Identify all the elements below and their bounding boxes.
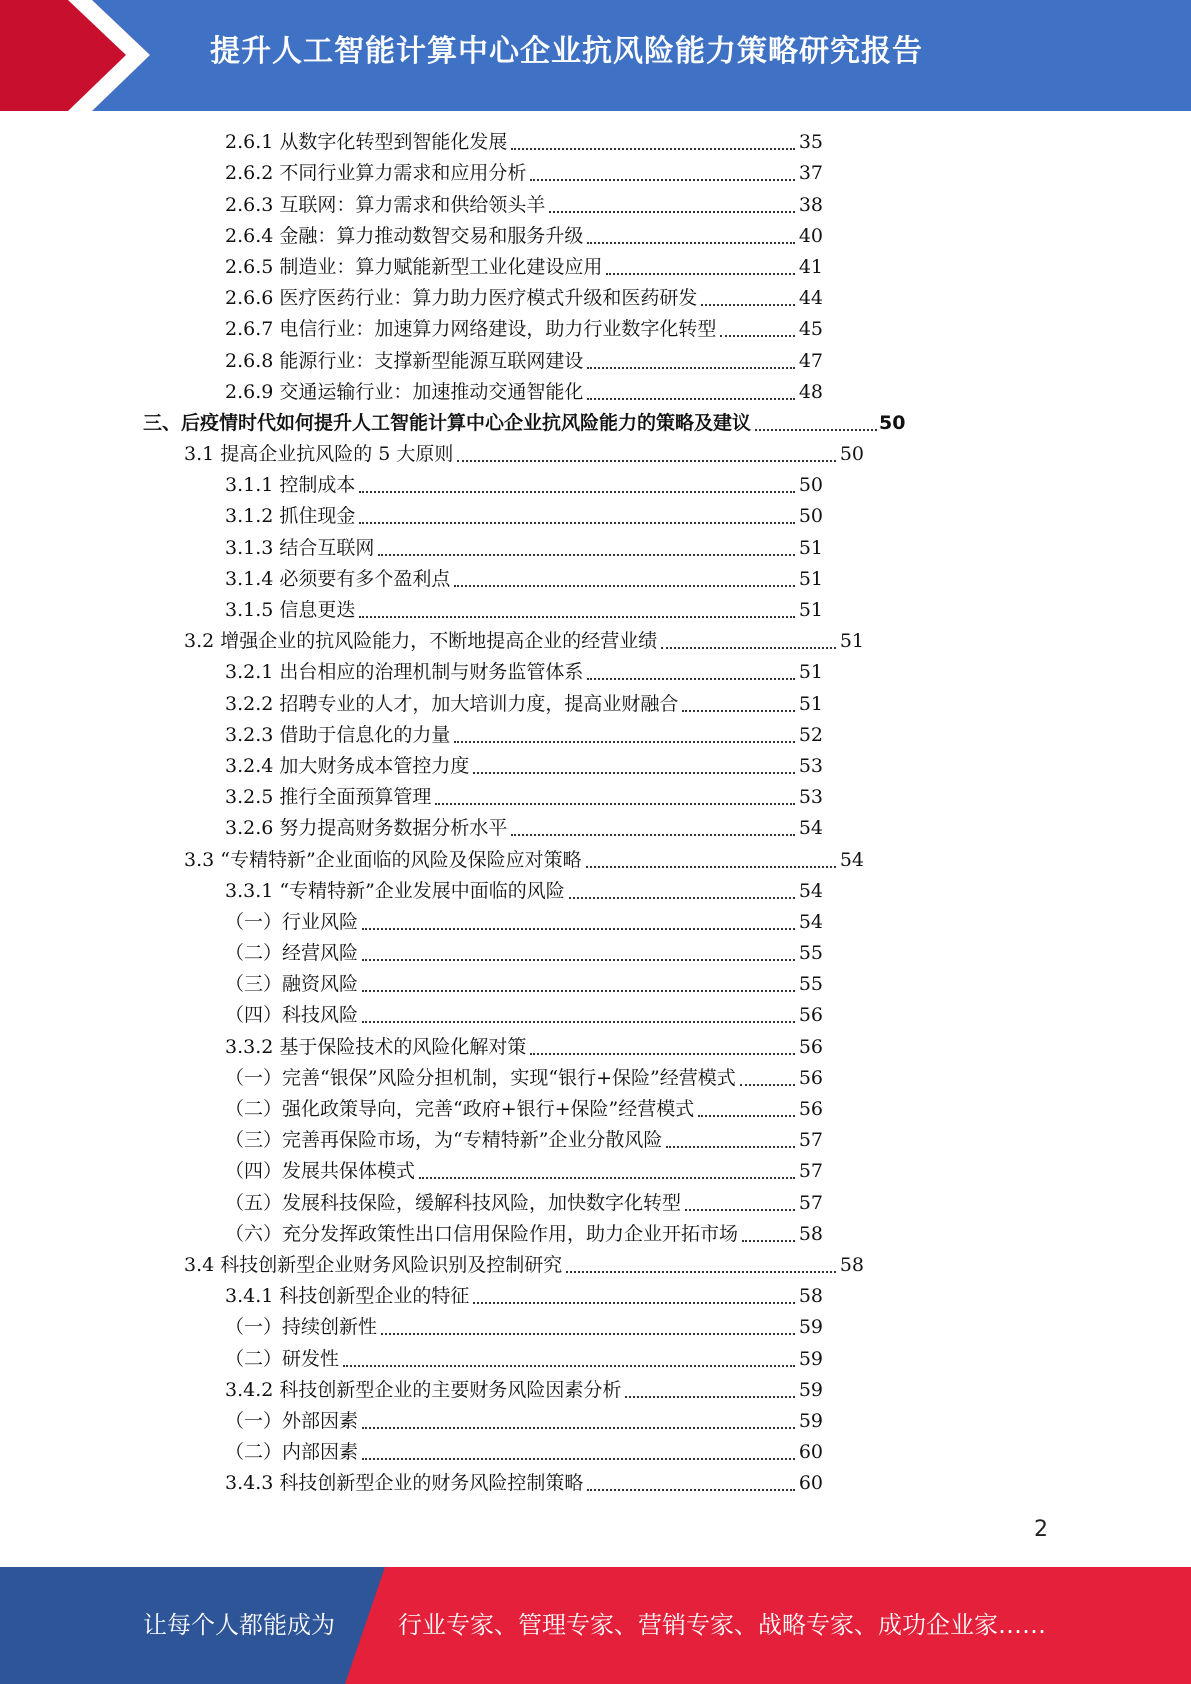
toc-entry-title: 2.6.9 交通运输行业：加速推动交通智能化: [225, 380, 584, 403]
toc-entry-title: （一）完善“银保”风险分担机制，实现“银行+保险”经营模式: [225, 1066, 736, 1089]
toc-dot-leader: [457, 460, 836, 462]
toc-entry-page: 57: [798, 1160, 823, 1183]
toc-entry-page: 37: [798, 162, 823, 185]
toc-entry-page: 53: [798, 786, 823, 809]
toc-dot-leader: [740, 1084, 795, 1086]
toc-entry-title: （四）发展共保体模式: [225, 1160, 416, 1183]
toc-entry[interactable]: [0, 1281, 966, 1312]
toc-entry[interactable]: [0, 283, 966, 314]
toc-dot-leader: [682, 710, 795, 712]
toc-entry-title: 3.1.1 控制成本: [225, 474, 356, 497]
toc-entry-title: （一）持续创新性: [225, 1316, 378, 1339]
toc-entry-title: （四）科技风险: [225, 1004, 359, 1027]
toc-entry-page: 54: [798, 817, 823, 840]
toc-dot-leader: [587, 398, 795, 400]
toc-entry[interactable]: [0, 626, 1007, 657]
toc-entry-page: 48: [798, 380, 823, 403]
toc-entry-page: 51: [798, 692, 823, 715]
toc-dot-leader: [362, 1458, 795, 1460]
toc-entry-title: 3.1.4 必须要有多个盈利点: [225, 567, 451, 590]
toc-dot-leader: [587, 367, 795, 369]
toc-entry-title: （二）强化政策导向，完善“政府+银行+保险”经营模式: [225, 1098, 695, 1120]
toc-entry-title: 3.2.5 推行全面预算管理: [225, 786, 432, 809]
toc-entry-page: 56: [798, 1004, 823, 1027]
toc-entry[interactable]: [0, 189, 966, 220]
toc-dot-leader: [661, 647, 836, 649]
toc-entry[interactable]: [0, 345, 966, 376]
toc-entry[interactable]: [0, 969, 966, 1000]
toc-entry[interactable]: [0, 595, 966, 626]
toc-entry-page: 54: [839, 848, 864, 871]
toc-entry-title: 3.4.3 科技创新型企业的财务风险控制策略: [225, 1472, 584, 1495]
toc-entry[interactable]: [0, 1125, 966, 1156]
toc-entry-title: 3.4.2 科技创新型企业的主要财务风险因素分析: [225, 1378, 622, 1401]
toc-dot-leader: [755, 429, 877, 431]
toc-entry[interactable]: [0, 688, 966, 719]
toc-entry[interactable]: [0, 252, 966, 283]
toc-entry[interactable]: [0, 314, 966, 345]
toc-dot-leader: [362, 1427, 795, 1429]
toc-entry-page: 51: [798, 536, 823, 559]
toc-entry-page: 53: [798, 754, 823, 777]
toc-entry-page: 40: [798, 224, 823, 247]
toc-entry-page: 55: [798, 973, 823, 996]
toc-entry[interactable]: [0, 1375, 966, 1406]
toc-entry[interactable]: [0, 1187, 966, 1218]
toc-dot-leader: [587, 242, 795, 244]
toc-entry[interactable]: [0, 470, 966, 501]
toc-entry-title: 3.3.2 基于保险技术的风险化解对策: [225, 1035, 527, 1058]
toc-dot-leader: [378, 554, 795, 556]
toc-entry[interactable]: [0, 1000, 966, 1031]
toc-entry[interactable]: [0, 221, 966, 252]
toc-entry-page: 44: [798, 287, 823, 310]
toc-entry-page: 51: [798, 599, 823, 621]
toc-dot-leader: [625, 1396, 795, 1398]
toc-entry-page: 51: [798, 567, 823, 590]
toc-dot-leader: [587, 678, 795, 680]
toc-entry[interactable]: [0, 1156, 966, 1187]
footer-slogan-left: 让每个人都能成为: [143, 1611, 335, 1639]
toc-entry-title: 3.3 “专精特新”企业面临的风险及保险应对策略: [184, 848, 582, 871]
page-title: 提升人工智能计算中心企业抗风险能力策略研究报告: [210, 34, 923, 69]
toc-entry[interactable]: [0, 564, 966, 595]
toc-entry-title: （五）发展科技保险，缓解科技风险，加快数字化转型: [225, 1191, 682, 1214]
toc-entry-page: 50: [839, 443, 864, 466]
toc-entry[interactable]: [0, 377, 966, 408]
toc-entry-title: 3.1.5 信息更迭: [225, 599, 356, 621]
toc-dot-leader: [359, 491, 795, 493]
toc-entry-title: （三）完善再保险市场，为“专精特新”企业分散风险: [225, 1129, 663, 1152]
toc-entry-page: 59: [798, 1316, 823, 1339]
toc-entry-page: 59: [798, 1378, 823, 1401]
toc-entry[interactable]: [0, 158, 966, 189]
toc-entry-page: 57: [798, 1129, 823, 1152]
toc-entry-page: 55: [798, 942, 823, 965]
toc-dot-leader: [362, 1021, 795, 1023]
table-of-contents: [0, 127, 1191, 1499]
toc-entry-title: 3.2.1 出台相应的治理机制与财务监管体系: [225, 661, 584, 684]
toc-entry-title: （一）外部因素: [225, 1409, 359, 1432]
toc-entry-title: 三、后疫情时代如何提升人工智能计算中心企业抗风险能力的策略及建议: [143, 411, 752, 434]
toc-dot-leader: [435, 803, 795, 805]
toc-entry[interactable]: [0, 876, 966, 907]
toc-entry[interactable]: [0, 751, 966, 782]
footer-banner: [0, 1567, 1191, 1684]
toc-entry-title: （六）充分发挥政策性出口信用保险作用，助力企业开拓市场: [225, 1222, 739, 1245]
toc-entry-page: 56: [798, 1066, 823, 1089]
toc-entry-page: 52: [798, 723, 823, 746]
toc-entry-page: 51: [839, 630, 864, 653]
toc-dot-leader: [698, 1115, 795, 1117]
toc-entry-page: 60: [798, 1441, 823, 1464]
toc-entry-page: 59: [798, 1409, 823, 1432]
toc-entry[interactable]: [0, 1468, 966, 1499]
toc-entry-title: 2.6.4 金融：算力推动数智交易和服务升级: [225, 224, 584, 247]
toc-dot-leader: [566, 1271, 836, 1273]
toc-dot-leader: [530, 1053, 795, 1055]
toc-entry-page: 54: [798, 910, 823, 933]
toc-dot-leader: [530, 179, 795, 181]
footer-slogan-right: 行业专家、管理专家、营销专家、战略专家、成功企业家……: [398, 1611, 1046, 1639]
toc-entry-page: 54: [798, 879, 823, 902]
toc-dot-leader: [362, 990, 795, 992]
toc-entry-title: 3.1.2 抓住现金: [225, 505, 356, 528]
toc-dot-leader: [569, 897, 795, 899]
toc-entry-page: 50: [798, 505, 823, 528]
toc-entry-title: 3.2.6 努力提高财务数据分析水平: [225, 817, 508, 840]
toc-dot-leader: [742, 1240, 795, 1242]
toc-dot-leader: [359, 522, 795, 524]
toc-entry[interactable]: [0, 1031, 966, 1062]
toc-entry-page: 38: [798, 193, 823, 216]
toc-entry-page: 41: [798, 255, 823, 278]
toc-entry[interactable]: [0, 813, 966, 844]
toc-entry[interactable]: [0, 657, 966, 688]
toc-entry[interactable]: [0, 501, 966, 532]
toc-dot-leader: [454, 741, 795, 743]
toc-entry[interactable]: [0, 1312, 966, 1343]
toc-dot-leader: [685, 1209, 795, 1211]
toc-entry-page: 51: [798, 661, 823, 684]
toc-entry[interactable]: [0, 1094, 966, 1125]
toc-entry[interactable]: [0, 907, 966, 938]
toc-dot-leader: [586, 866, 836, 868]
toc-entry-page: 47: [798, 349, 823, 372]
toc-entry-title: 3.1.3 结合互联网: [225, 536, 375, 559]
toc-dot-leader: [473, 772, 795, 774]
toc-entry-page: 50: [879, 411, 906, 434]
toc-entry-title: （二）经营风险: [225, 942, 359, 965]
toc-dot-leader: [362, 959, 795, 961]
toc-entry-title: （三）融资风险: [225, 973, 359, 996]
toc-entry[interactable]: [0, 938, 966, 969]
toc-dot-leader: [511, 834, 795, 836]
toc-entry[interactable]: [0, 127, 966, 158]
toc-entry-title: （一）行业风险: [225, 910, 359, 933]
toc-dot-leader: [362, 928, 795, 930]
toc-entry-title: 3.1 提高企业抗风险的 5 大原则: [184, 443, 454, 466]
toc-entry[interactable]: [0, 408, 1048, 439]
toc-entry-title: 2.6.1 从数字化转型到智能化发展: [225, 131, 508, 154]
page-number: 2: [1034, 1517, 1048, 1542]
toc-entry-title: 3.2.4 加大财务成本管控力度: [225, 754, 470, 777]
toc-entry-title: 3.2.2 招聘专业的人才，加大培训力度，提高业财融合: [225, 692, 679, 715]
toc-dot-leader: [473, 1302, 795, 1304]
toc-entry-page: 35: [798, 131, 823, 154]
toc-dot-leader: [549, 211, 795, 213]
toc-entry-title: 3.2 增强企业的抗风险能力，不断地提高企业的经营业绩: [184, 630, 658, 653]
toc-entry[interactable]: [0, 720, 966, 751]
toc-dot-leader: [343, 1365, 795, 1367]
toc-dot-leader: [666, 1146, 795, 1148]
toc-dot-leader: [454, 585, 795, 587]
toc-dot-leader: [511, 148, 795, 150]
toc-dot-leader: [359, 616, 795, 618]
toc-entry-page: 56: [798, 1035, 823, 1058]
toc-entry[interactable]: [0, 1250, 1007, 1281]
toc-entry-title: 3.4.1 科技创新型企业的特征: [225, 1285, 470, 1308]
toc-entry[interactable]: [0, 1343, 966, 1374]
toc-dot-leader: [701, 304, 795, 306]
toc-entry-title: 2.6.7 电信行业：加速算力网络建设，助力行业数字化转型: [225, 318, 717, 341]
toc-dot-leader: [606, 273, 795, 275]
toc-entry-title: 2.6.3 互联网：算力需求和供给领头羊: [225, 193, 546, 216]
toc-entry-title: 3.2.3 借助于信息化的力量: [225, 723, 451, 746]
toc-entry-page: 50: [798, 474, 823, 497]
header-banner: [0, 0, 1191, 111]
toc-entry[interactable]: [0, 532, 966, 563]
toc-entry-page: 45: [798, 318, 823, 341]
toc-entry-title: 2.6.6 医疗医药行业：算力助力医疗模式升级和医药研发: [225, 287, 698, 310]
toc-entry-title: 3.3.1 “专精特新”企业发展中面临的风险: [225, 879, 565, 902]
toc-entry-page: 59: [798, 1347, 823, 1370]
toc-dot-leader: [587, 1489, 795, 1491]
toc-entry-page: 56: [798, 1098, 823, 1120]
toc-entry[interactable]: [0, 1406, 966, 1437]
toc-entry-title: （二）内部因素: [225, 1441, 359, 1464]
toc-entry-title: 3.4 科技创新型企业财务风险识别及控制研究: [184, 1253, 563, 1276]
toc-entry-page: 58: [839, 1253, 864, 1276]
toc-entry[interactable]: [0, 782, 966, 813]
toc-entry-title: 2.6.5 制造业：算力赋能新型工业化建设应用: [225, 255, 603, 278]
toc-entry-title: 2.6.8 能源行业：支撑新型能源互联网建设: [225, 349, 584, 372]
toc-entry-title: 2.6.2 不同行业算力需求和应用分析: [225, 162, 527, 185]
toc-entry[interactable]: [0, 1063, 966, 1094]
toc-entry[interactable]: [0, 439, 1007, 470]
toc-entry-title: （二）研发性: [225, 1347, 340, 1370]
toc-dot-leader: [419, 1177, 795, 1179]
toc-entry-page: 58: [798, 1285, 823, 1308]
toc-entry[interactable]: [0, 1437, 966, 1468]
toc-dot-leader: [720, 335, 795, 337]
toc-entry-page: 60: [798, 1472, 823, 1495]
toc-entry-page: 58: [798, 1222, 823, 1245]
toc-dot-leader: [381, 1333, 795, 1335]
toc-entry[interactable]: [0, 844, 1007, 875]
toc-entry[interactable]: [0, 1219, 966, 1250]
toc-entry-page: 57: [798, 1191, 823, 1214]
